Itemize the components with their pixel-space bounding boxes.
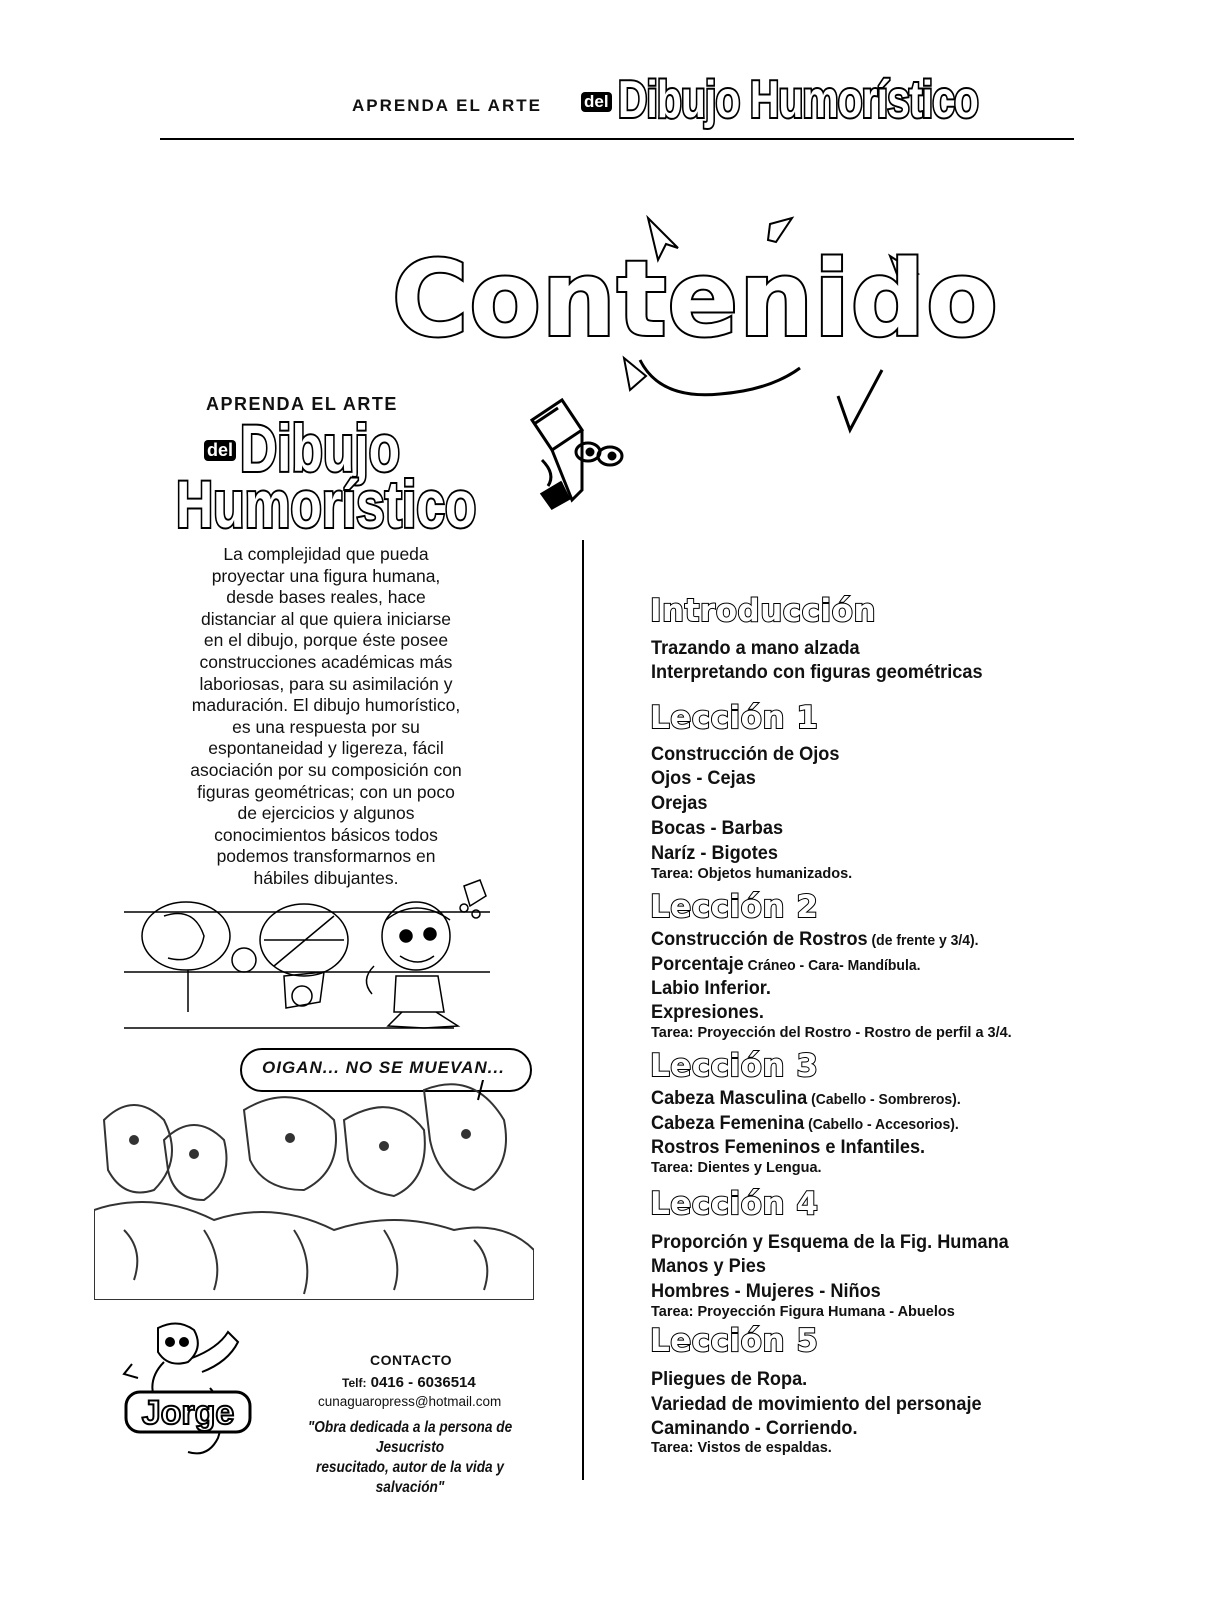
intro-line: hábiles dibujantes. <box>253 867 399 888</box>
left-logo-del-badge: del <box>204 440 236 461</box>
cartoon-crowd-illustration <box>94 1080 534 1300</box>
intro-line: proyectar una figura humana, <box>211 565 441 586</box>
dedication-line: "Obra dedicada a la persona de Jesucristo <box>307 1419 513 1456</box>
toc-task: Tarea: Proyección del Rostro - Rostro de perfil a 3/4. <box>651 1025 1012 1041</box>
toc-item: Labio Inferior. <box>651 977 771 999</box>
toc-item-main: Cabeza Masculina <box>651 1087 808 1109</box>
header-title: Dibujo Humorístico <box>618 71 979 129</box>
toc-heading-leccion-2: Lección 2 <box>650 889 819 925</box>
toc-item-main: Construcción de Rostros <box>651 928 868 950</box>
page-title: Contenido <box>392 238 999 360</box>
toc-item: Bocas - Barbas <box>651 817 784 839</box>
toc-item: Hombres - Mujeres - Niños <box>651 1280 881 1302</box>
toc-item-note: (Cabello - Accesorios). <box>804 1116 959 1133</box>
contact-email: cunaguaropress@hotmail.com <box>318 1394 502 1409</box>
toc-task: Tarea: Objetos humanizados. <box>651 866 853 882</box>
intro-line: de ejercicios y algunos <box>237 803 415 824</box>
intro-line: asociación por su composición con <box>190 759 462 780</box>
intro-line: maduración. El dibujo humorístico, <box>191 695 461 716</box>
intro-line: podemos transformarnos en <box>216 846 436 867</box>
toc-item <box>651 953 920 976</box>
toc-item <box>651 1112 959 1135</box>
toc-item-note: (de frente y 3/4). <box>867 932 979 949</box>
intro-line: La complejidad que pueda <box>223 544 429 564</box>
toc-item: Manos y Pies <box>651 1255 766 1277</box>
toc-heading-leccion-4: Lección 4 <box>650 1186 819 1222</box>
toc-item: Variedad de movimiento del personaje <box>651 1393 982 1415</box>
intro-paragraph <box>176 544 476 890</box>
intro-line: laboriosas, para su asimilación y <box>199 673 453 694</box>
toc-heading-leccion-1: Lección 1 <box>650 700 819 736</box>
toc-item: Interpretando con figuras geométricas <box>651 661 983 683</box>
left-logo-line2: Humorístico <box>176 467 477 541</box>
toc-item: Construcción de Ojos <box>651 743 840 765</box>
dedication-line: resucitado, autor de la vida y salvación" <box>316 1459 504 1496</box>
toc-heading-leccion-3: Lección 3 <box>650 1048 819 1084</box>
intro-line: en el dibujo, porque éste posee <box>203 630 449 651</box>
pencil-character-illustration <box>512 390 632 520</box>
contact-title: CONTACTO <box>370 1352 453 1368</box>
intro-line: conocimientos básicos todos <box>214 824 438 845</box>
toc-task: Tarea: Dientes y Lengua. <box>651 1160 822 1176</box>
toc-task: Tarea: Vistos de espaldas. <box>651 1440 832 1456</box>
toc-item: Rostros Femeninos e Infantiles. <box>651 1136 926 1158</box>
toc-heading-introduccion: Introducción <box>650 593 877 629</box>
intro-line: figuras geométricas; con un poco <box>197 781 455 802</box>
header-rule <box>160 138 1074 140</box>
dedication <box>296 1418 525 1498</box>
intro-line: distanciar al que quiera iniciarse <box>201 608 451 629</box>
intro-line: desde bases reales, hace <box>226 587 426 608</box>
column-divider <box>582 540 584 1480</box>
toc-heading-leccion-5: Lección 5 <box>650 1323 819 1359</box>
toc-item: Pliegues de Ropa. <box>651 1368 808 1390</box>
toc-item <box>651 928 979 951</box>
toc-item-note: Cráneo - Cara- Mandíbula. <box>743 957 921 974</box>
toc-item: Trazando a mano alzada <box>651 637 860 659</box>
jorge-mascot-logo <box>118 1318 258 1466</box>
toc-item: Orejas <box>651 792 708 814</box>
contact-phone-number: 0416 - 6036514 <box>370 1374 476 1391</box>
toc-task: Tarea: Proyección Figura Humana - Abuelos <box>651 1304 955 1320</box>
contact-phone-label: Telf: <box>342 1376 367 1390</box>
toc-item: Proporción y Esquema de la Fig. Humana <box>651 1231 1009 1253</box>
toc-item: Caminando - Corriendo. <box>651 1417 858 1439</box>
intro-line: es una respuesta por su <box>232 716 420 737</box>
left-logo-line1: Dibujo <box>240 411 401 485</box>
toc-item-main: Porcentaje <box>651 953 744 975</box>
header-del-badge: del <box>581 92 612 112</box>
left-logo-kicker: APRENDA EL ARTE <box>206 394 398 414</box>
toc-item: Ojos - Cejas <box>651 767 756 789</box>
toc-item-main: Cabeza Femenina <box>651 1112 805 1134</box>
mascot-name: Jorge <box>141 1394 235 1432</box>
toc-item: Naríz - Bigotes <box>651 842 778 864</box>
construction-sketch-illustration <box>124 876 524 1036</box>
intro-line: construcciones académicas más <box>199 651 453 672</box>
header-kicker: APRENDA EL ARTE <box>352 96 542 115</box>
toc-item <box>651 1087 961 1110</box>
contact-phone <box>342 1374 476 1391</box>
toc-item-note: (Cabello - Sombreros). <box>807 1091 961 1108</box>
speech-bubble-text: OIGAN... NO SE MUEVAN... <box>262 1058 505 1077</box>
toc-item: Expresiones. <box>651 1001 764 1023</box>
intro-line: espontaneidad y ligereza, fácil <box>208 738 444 759</box>
